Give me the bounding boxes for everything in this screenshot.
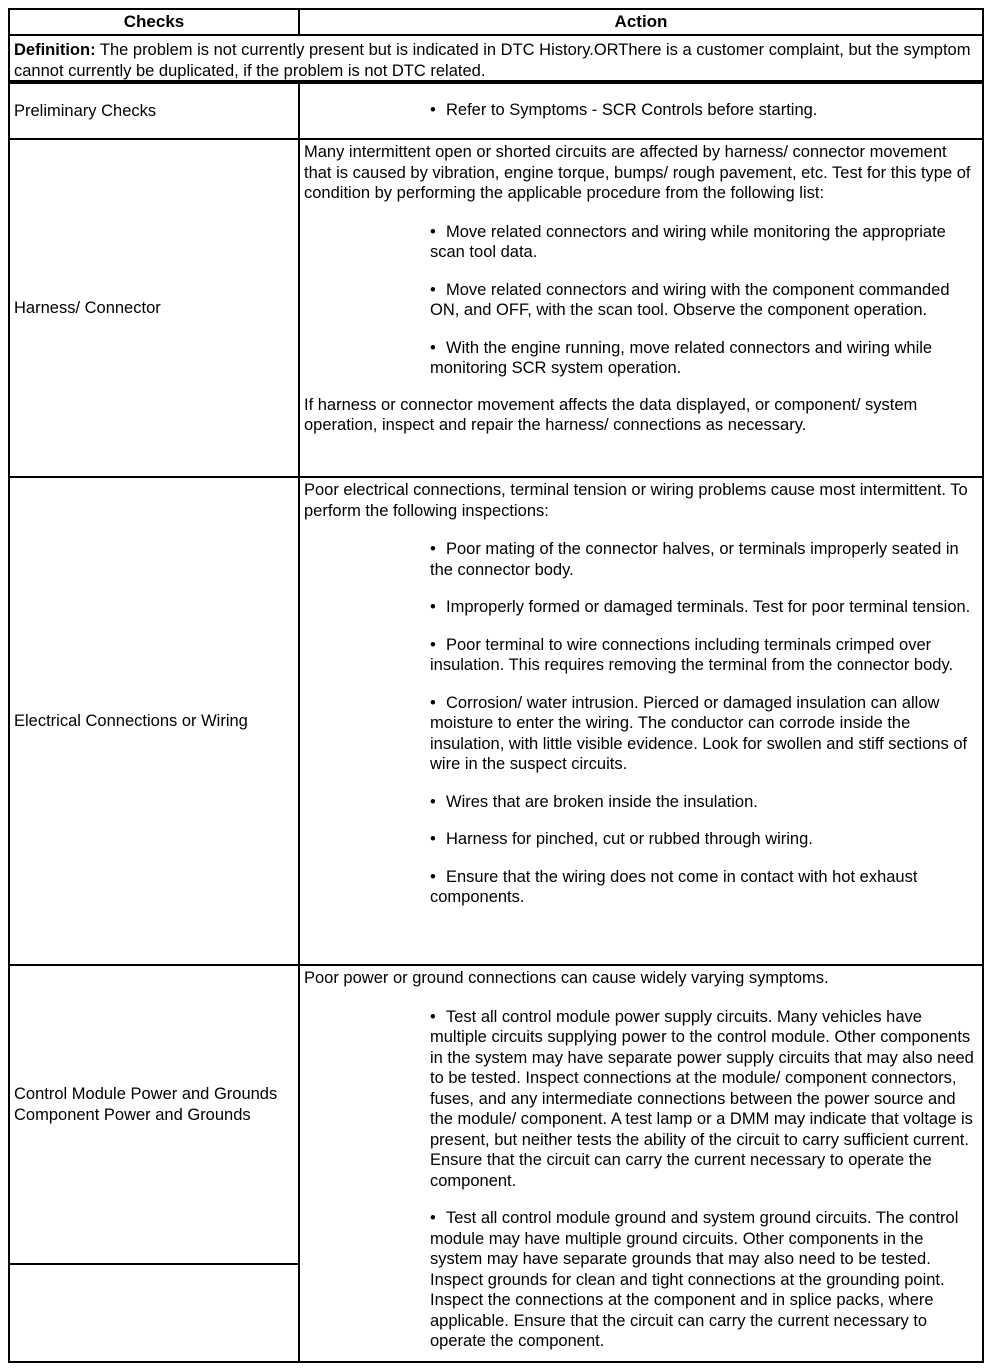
action-harness-connector [298,138,984,478]
bullet-icon: • [430,222,436,241]
check-empty-cell [8,1263,300,1363]
bullet-text: Move related connectors and wiring while monitoring the appropriate scan tool data. [430,222,946,261]
check-electrical-connections [8,476,300,966]
action-intro: Poor electrical connections, terminal tension or wiring problems cause most intermittent. To perform the following inspections: [304,481,968,520]
bullet-icon: • [430,540,436,558]
bullet-item [430,792,978,813]
definition-label: Definition: [14,41,96,59]
bullet-text: Harness for pinched, cut or rubbed through wiring. [446,830,813,848]
bullet-text: Ensure that the wiring does not come in contact with hot exhaust components. [430,867,918,906]
action-control-module-power-grounds [298,964,984,1363]
check-control-module-power-grounds [8,964,300,1265]
bullet-item [430,867,978,908]
check-label: Electrical Connections or Wiring [14,711,248,730]
check-harness-connector [8,138,300,478]
check-label: Harness/ Connector [14,298,161,317]
bullet-icon: • [430,1007,436,1026]
definition-row [8,34,984,82]
bullet-icon: • [430,1209,436,1227]
bullet-item [430,100,978,121]
bullet-text: Refer to Symptoms - SCR Controls before starting. [446,101,818,119]
bullet-text: Improperly formed or damaged terminals. Test for poor terminal tension. [446,598,971,616]
action-electrical-connections [298,476,984,966]
check-label: Preliminary Checks [14,101,157,120]
bullet-list [304,222,978,379]
bullet-icon: • [430,693,436,712]
bullet-text: Poor terminal to wire connections including terminals crimped over insulation. This requires removing the terminal from the connector body. [430,635,954,674]
check-label: Control Module Power and Grounds Component Power and Grounds [14,1085,278,1124]
bullet-text: Corrosion/ water intrusion. Pierced or damaged insulation can allow moisture to enter the wiring. The conductor can corrode inside the insulation, with little visible evidence. Look for swollen and stiff sections of wire in the suspect circuits. [430,693,968,773]
definition-text: The problem is not currently present but is indicated in DTC History.ORThere is a customer complaint, but the symptom cannot currently be duplicated, if the problem is not DTC related. [14,41,971,80]
action-outro: If harness or connector movement affects the data displayed, or component/ system operation, inspect and repair the harness/ connections as necessary. [304,395,918,434]
bullet-item [430,829,978,850]
action-preliminary-checks [298,82,984,140]
bullet-item [430,222,978,263]
bullet-icon: • [430,598,436,616]
bullet-list [304,539,978,908]
bullet-item [430,693,978,775]
bullet-icon: • [430,635,436,654]
bullet-text: Move related connectors and wiring with the component commanded ON, and OFF, with the scan tool. Observe the component operation. [430,280,950,319]
bullet-icon: • [430,101,436,119]
check-preliminary-checks [8,82,300,140]
bullet-text: Poor mating of the connector halves, or terminals improperly seated in the connector body. [430,540,959,579]
bullet-item [430,635,978,676]
bullet-list [304,1007,978,1352]
bullet-item [430,539,978,580]
checks-column-header: Checks [8,8,300,36]
bullet-text: With the engine running, move related connectors and wiring while monitoring SCR system operation. [430,338,933,377]
bullet-icon: • [430,280,436,299]
bullet-item [430,1208,978,1352]
bullet-icon: • [430,338,436,357]
bullet-text: Test all control module ground and system ground circuits. The control module may have multiple ground circuits. Other components in the system may have separate grounds that may also need to be tested. Inspect grounds for clean and tight connections at the grounding point. Inspect the connections at the component and in splice packs, where applicable. Ensure that the circuit can carry the current necessary to operate the component. [430,1209,959,1350]
bullet-item [430,597,978,618]
bullet-text: Wires that are broken inside the insulation. [446,792,758,811]
bullet-item [430,1007,978,1192]
bullet-text: Test all control module power supply circuits. Many vehicles have multiple circuits supplying power to the control module. Other components in the system may have separate power supply circuits that may also need to be tested. Inspect connections at the module/ component connectors, fuses, and any intermediate connections between the power source and the module/ component. A test lamp or a DMM may indicate that voltage is present, but neither tests the ability of the circuit to carry sufficient current. Ensure that the circuit can carry the current necessary to operate the component. [430,1007,974,1190]
bullet-item [430,280,978,321]
action-intro: Many intermittent open or shorted circuits are affected by harness/ connector movement that is caused by vibration, engine torque, bumps/ rough pavement, etc. Test for this type of condition by performing the applicable procedure from the following list: [304,143,971,202]
bullet-icon: • [430,867,436,886]
bullet-icon: • [430,792,436,811]
action-column-header: Action [298,8,984,36]
bullet-item [430,338,978,379]
action-intro: Poor power or ground connections can cause widely varying symptoms. [304,969,829,987]
bullet-icon: • [430,830,436,848]
checks-table [8,8,984,1363]
